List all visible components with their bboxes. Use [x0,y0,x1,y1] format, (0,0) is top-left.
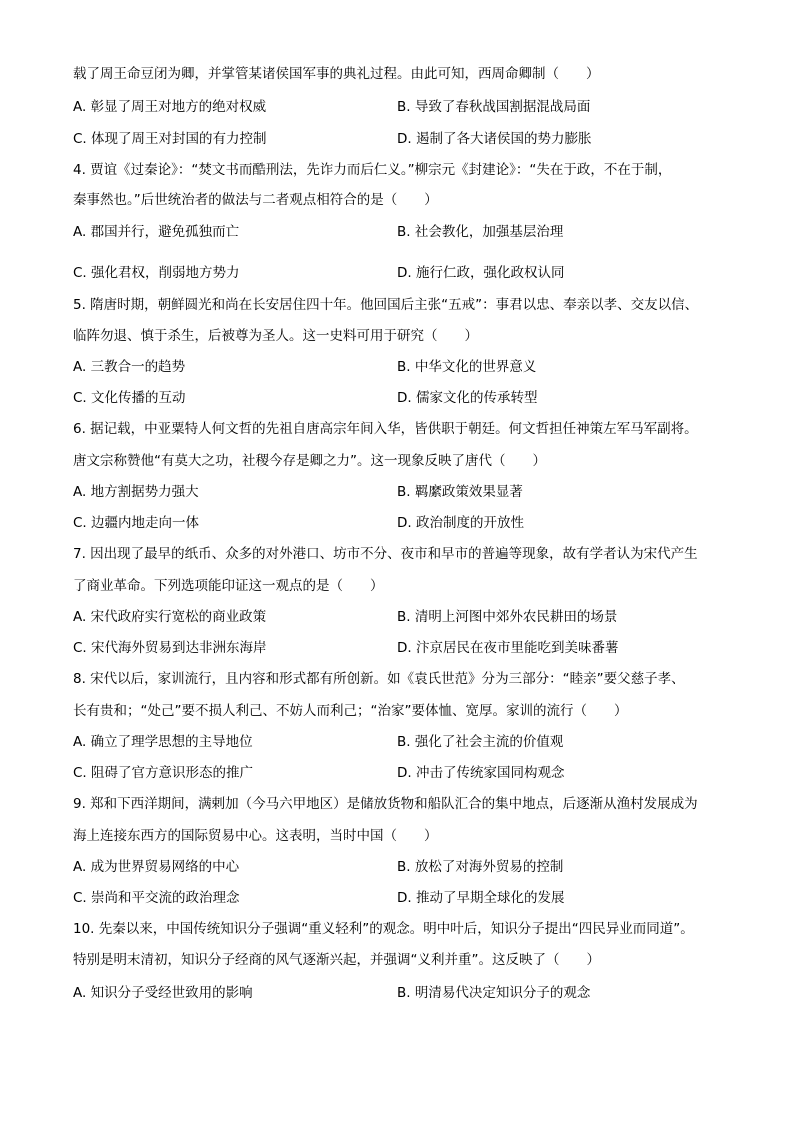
question-8-line-2: 长有贵和；“处己”要不损人利己、不妨人而利己；“治家”要体恤、宽厚。家训的流行（ ） [73,703,628,719]
question-7-option-b[interactable]: B. 清明上河图中郊外农民耕田的场景 [397,609,618,625]
question-6-line-2: 唐文宗称赞他“有莫大之功，社稷今存是卿之力”。这一现象反映了唐代（ ） [73,453,546,469]
question-5-option-c[interactable]: C. 文化传播的互动 [73,390,186,406]
question-4-line-2: 秦事然也。”后世统治者的做法与二者观点相符合的是（ ） [73,192,438,208]
question-5-option-b[interactable]: B. 中华文化的世界意义 [397,359,537,375]
question-5-option-a[interactable]: A. 三教合一的趋势 [73,359,186,375]
question-10-option-a[interactable]: A. 知识分子受经世致用的影响 [73,985,253,1001]
question-4-option-b[interactable]: B. 社会教化，加强基层治理 [397,224,564,240]
question-6-option-d[interactable]: D. 政治制度的开放性 [397,515,524,531]
question-8-option-d[interactable]: D. 冲击了传统家国同构观念 [397,765,565,781]
question-3-text: 载了周王命豆闭为卿，并掌管某诸侯国军事的典礼过程。由此可知，西周命卿制（ ） [73,66,600,82]
question-5-line-1: 5. 隋唐时期，朝鲜圆光和尚在长安居住四十年。他回国后主张“五戒”：事君以忠、奉亲以孝、交友以信、 [73,297,699,313]
question-9-option-a[interactable]: A. 成为世界贸易网络的中心 [73,859,240,875]
question-4-option-c[interactable]: C. 强化君权，削弱地方势力 [73,265,240,281]
question-6-option-a[interactable]: A. 地方割据势力强大 [73,484,199,500]
question-5-option-d[interactable]: D. 儒家文化的传承转型 [397,390,538,406]
question-7-line-1: 7. 因出现了最早的纸币、众多的对外港口、坊市不分、夜市和早市的普遍等现象，故有学者认为宋代产生 [73,546,698,562]
question-10-option-b[interactable]: B. 明清易代决定知识分子的观念 [397,985,591,1001]
question-8-line-1: 8. 宋代以后，家训流行，且内容和形式都有所创新。如《袁氏世范》分为三部分：“睦亲”要父慈子孝、 [73,671,685,687]
question-6-option-b[interactable]: B. 羁縻政策效果显著 [397,484,523,500]
question-6-line-1: 6. 据记载，中亚粟特人何文哲的先祖自唐高宗年间入华，皆供职于朝廷。何文哲担任神策左军马军副将。 [73,421,698,437]
question-4-option-a[interactable]: A. 郡国并行，避免孤独而亡 [73,224,240,240]
question-9-line-2: 海上连接东西方的国际贸易中心。这表明，当时中国（ ） [73,828,438,844]
question-3-option-a[interactable]: A. 彰显了周王对地方的绝对权威 [73,99,267,115]
question-8-option-b[interactable]: B. 强化了社会主流的价值观 [397,734,564,750]
question-8-option-a[interactable]: A. 确立了理学思想的主导地位 [73,734,253,750]
question-7-option-a[interactable]: A. 宋代政府实行宽松的商业政策 [73,609,267,625]
question-3-option-c[interactable]: C. 体现了周王对封国的有力控制 [73,131,267,147]
question-9-option-c[interactable]: C. 崇尚和平交流的政治理念 [73,890,240,906]
question-7-line-2: 了商业革命。下列选项能印证这一观点的是（ ） [73,578,384,594]
question-6-option-c[interactable]: C. 边疆内地走向一体 [73,515,200,531]
question-8-option-c[interactable]: C. 阻碍了官方意识形态的推广 [73,765,254,781]
question-3-option-d[interactable]: D. 遏制了各大诸侯国的势力膨胀 [397,131,592,147]
question-9-option-d[interactable]: D. 推动了早期全球化的发展 [397,890,565,906]
question-5-line-2: 临阵勿退、慎于杀生，后被尊为圣人。这一史料可用于研究（ ） [73,328,478,344]
question-4-line-1: 4. 贾谊《过秦论》：“焚文书而酷刑法，先诈力而后仁义。”柳宗元《封建论》：“失在于政，不在于制， [73,162,672,178]
question-3-option-b[interactable]: B. 导致了春秋战国割据混战局面 [397,99,591,115]
question-7-option-c[interactable]: C. 宋代海外贸易到达非洲东海岸 [73,640,267,656]
question-10-line-1: 10. 先秦以来，中国传统知识分子强调“重义轻利”的观念。明中叶后，知识分子提出“四民异业而同道”。 [73,921,694,937]
question-4-option-d[interactable]: D. 施行仁政，强化政权认同 [397,265,565,281]
question-7-option-d[interactable]: D. 汴京居民在夜市里能吃到美味番薯 [397,640,619,656]
question-9-option-b[interactable]: B. 放松了对海外贸易的控制 [397,859,564,875]
question-10-line-2: 特别是明末清初，知识分子经商的风气逐渐兴起，并强调“义利并重”。这反映了（ ） [73,952,600,968]
question-9-line-1: 9. 郑和下西洋期间，满剌加（今马六甲地区）是储放货物和船队汇合的集中地点，后逐渐从渔村发展成为 [73,796,698,812]
